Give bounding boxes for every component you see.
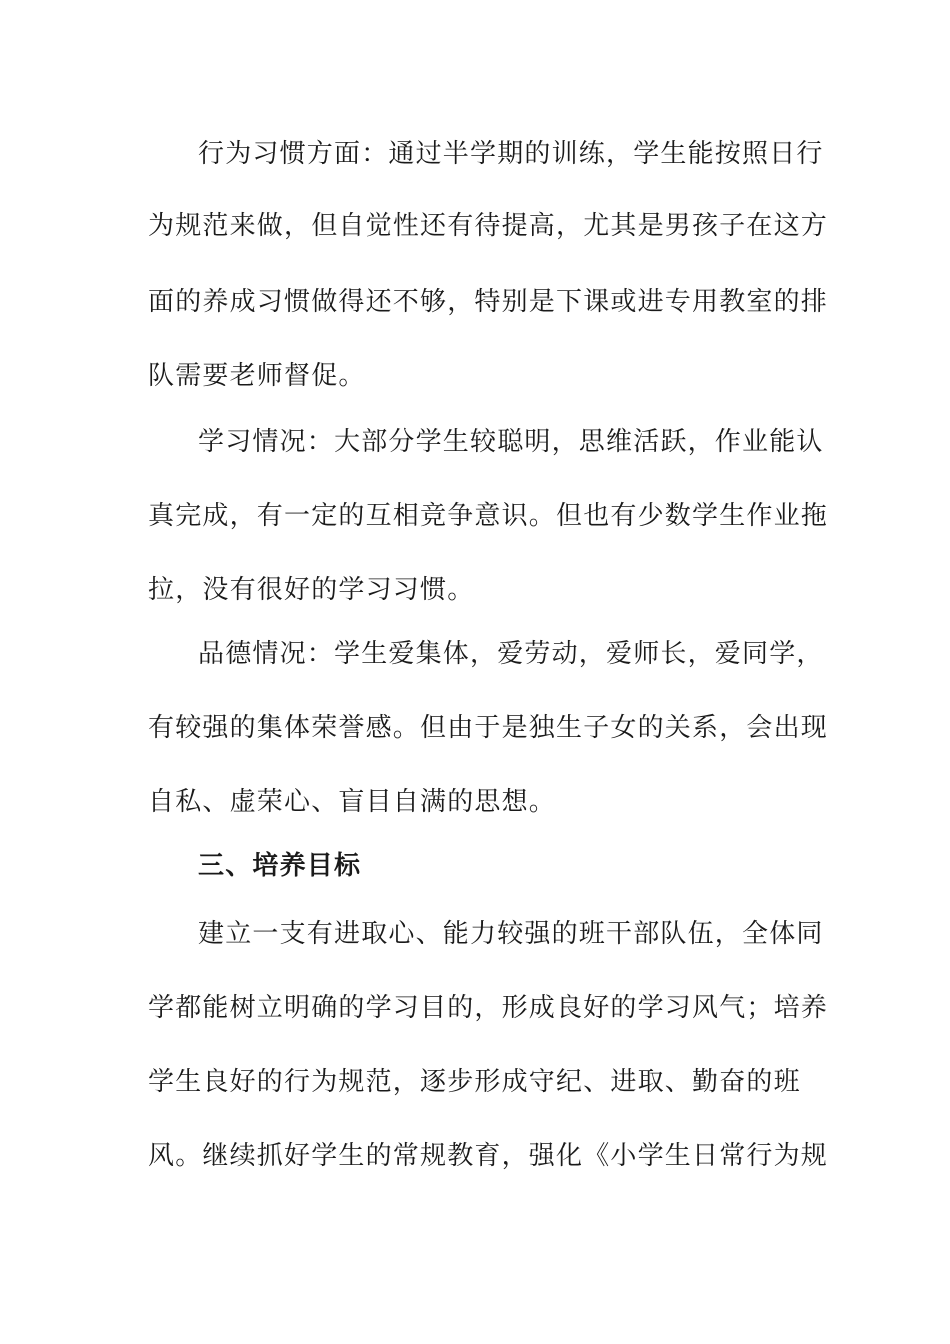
paragraph-line: 真完成，有一定的互相竞争意识。但也有少数学生作业拖	[148, 501, 829, 531]
paragraph-line: 建立一支有进取心、能力较强的班干部队伍，全体同	[198, 919, 824, 949]
section-heading: 三、培养目标	[198, 851, 362, 881]
paragraph-line: 风。继续抓好学生的常规教育，强化《小学生日常行为规	[148, 1141, 829, 1171]
paragraph-line: 自私、虚荣心、盲目自满的思想。	[148, 787, 557, 817]
paragraph-line: 品德情况：学生爱集体，爱劳动，爱师长，爱同学，	[198, 639, 824, 669]
paragraph-line: 学习情况：大部分学生较聪明，思维活跃，作业能认	[198, 427, 824, 457]
paragraph-line: 学都能树立明确的学习目的，形成良好的学习风气；培养	[148, 993, 829, 1023]
paragraph-line: 有较强的集体荣誉感。但由于是独生子女的关系，会出现	[148, 713, 829, 743]
paragraph-line: 为规范来做，但自觉性还有待提高，尤其是男孩子在这方	[148, 211, 829, 241]
paragraph-line: 学生良好的行为规范，逐步形成守纪、进取、勤奋的班	[148, 1067, 801, 1097]
paragraph-line: 行为习惯方面：通过半学期的训练，学生能按照日行	[198, 139, 824, 169]
paragraph-line: 拉，没有很好的学习习惯。	[148, 575, 475, 605]
paragraph-line: 队需要老师督促。	[148, 361, 366, 391]
paragraph-line: 面的养成习惯做得还不够，特别是下课或进专用教室的排	[148, 287, 829, 317]
